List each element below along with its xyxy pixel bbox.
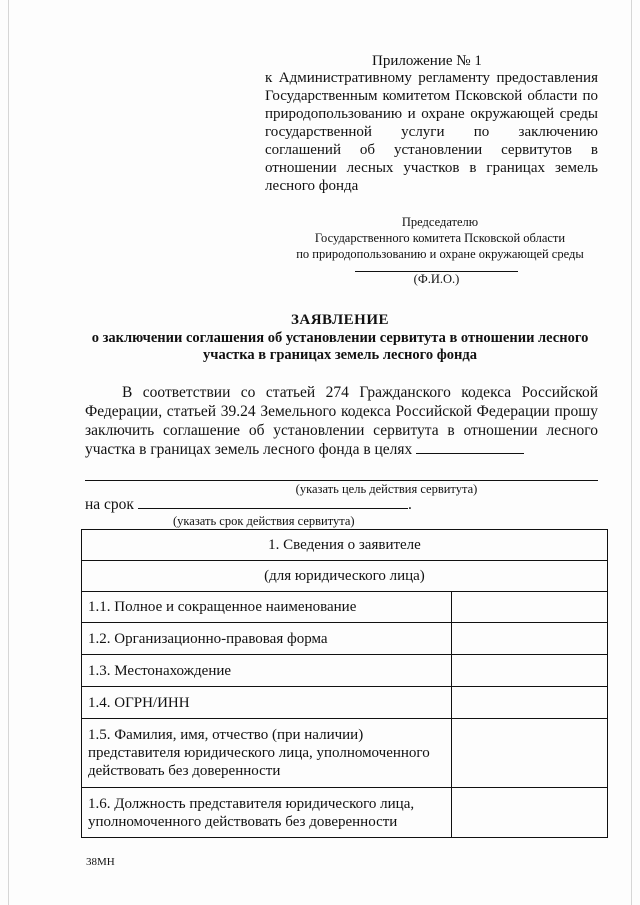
row-value-legal-form[interactable] (452, 623, 608, 655)
row-label-representative-name: 1.5. Фамилия, имя, отчество (при наличии) представителя юридического лица, уполномоченного действовать без доверенности (82, 719, 452, 788)
table-section-header: 1. Сведения о заявителе (82, 530, 608, 561)
application-paragraph (85, 383, 598, 459)
row-value-representative-position[interactable] (452, 788, 608, 838)
row-label-legal-form: 1.2. Организационно-правовая форма (82, 623, 452, 655)
purpose-hint: (указать цель действия сервитута) (295, 482, 478, 496)
scan-edge-left (8, 0, 9, 905)
table-row (82, 655, 608, 687)
term-end: . (407, 496, 412, 513)
table-row (82, 788, 608, 838)
addressee-line-1: Председателю (401, 215, 479, 229)
table-row (82, 592, 608, 623)
row-label-ogrn-inn: 1.4. ОГРН/ИНН (82, 687, 452, 719)
row-label-name: 1.1. Полное и сокращенное наименование (82, 592, 452, 623)
row-value-ogrn-inn[interactable] (452, 687, 608, 719)
appendix-heading: Приложение № 1 (372, 53, 482, 69)
table-subheader: (для юридического лица) (82, 561, 608, 592)
table-row (82, 719, 608, 788)
document-title: ЗАЯВЛЕНИЕ (290, 312, 390, 328)
purpose-blank-line[interactable] (85, 480, 598, 481)
scan-edge-right (631, 0, 632, 905)
document-subtitle: о заключении соглашения об установлении сервитута в отношении лесного участка в границах земель лесного фонда (91, 330, 589, 363)
row-value-location[interactable] (452, 655, 608, 687)
table-row (82, 623, 608, 655)
purpose-blank-inline[interactable] (416, 441, 524, 454)
addressee-block (280, 214, 600, 262)
addressee-line-3: по природопользованию и охране окружающей среды (296, 247, 584, 261)
row-value-name[interactable] (452, 592, 608, 623)
row-label-representative-position: 1.6. Должность представителя юридического лица, уполномоченного действовать без доверенности (82, 788, 452, 838)
applicant-info-table (81, 529, 608, 838)
term-hint: (указать срок действия сервитута) (173, 514, 355, 528)
footer-code: 38МН (86, 856, 115, 868)
term-label: на срок (85, 496, 134, 513)
addressee-line-2: Государственного комитета Псковской области (314, 231, 566, 245)
application-text: В соответствии со статьей 274 Гражданского кодекса Российской Федерации, статьей 39.24 Земельного кодекса Российской Федерации прошу заключить соглашение об установлении сервитута в отношении лесного участка в границах земель лесного фонда в целях (85, 384, 598, 458)
row-label-location: 1.3. Местонахождение (82, 655, 452, 687)
term-row (85, 496, 412, 514)
row-value-representative-name[interactable] (452, 719, 608, 788)
table-row (82, 687, 608, 719)
term-blank[interactable] (138, 496, 408, 509)
fio-label: (Ф.И.О.) (413, 272, 460, 286)
appendix-text: к Административному регламенту предоставления Государственным комитетом Псковской области по природопользованию и охране окружающей среды государственной услуги по заключению соглашений об установлении сервитутов в отношении лесных участков в границах земель лесного фонда (265, 70, 598, 194)
